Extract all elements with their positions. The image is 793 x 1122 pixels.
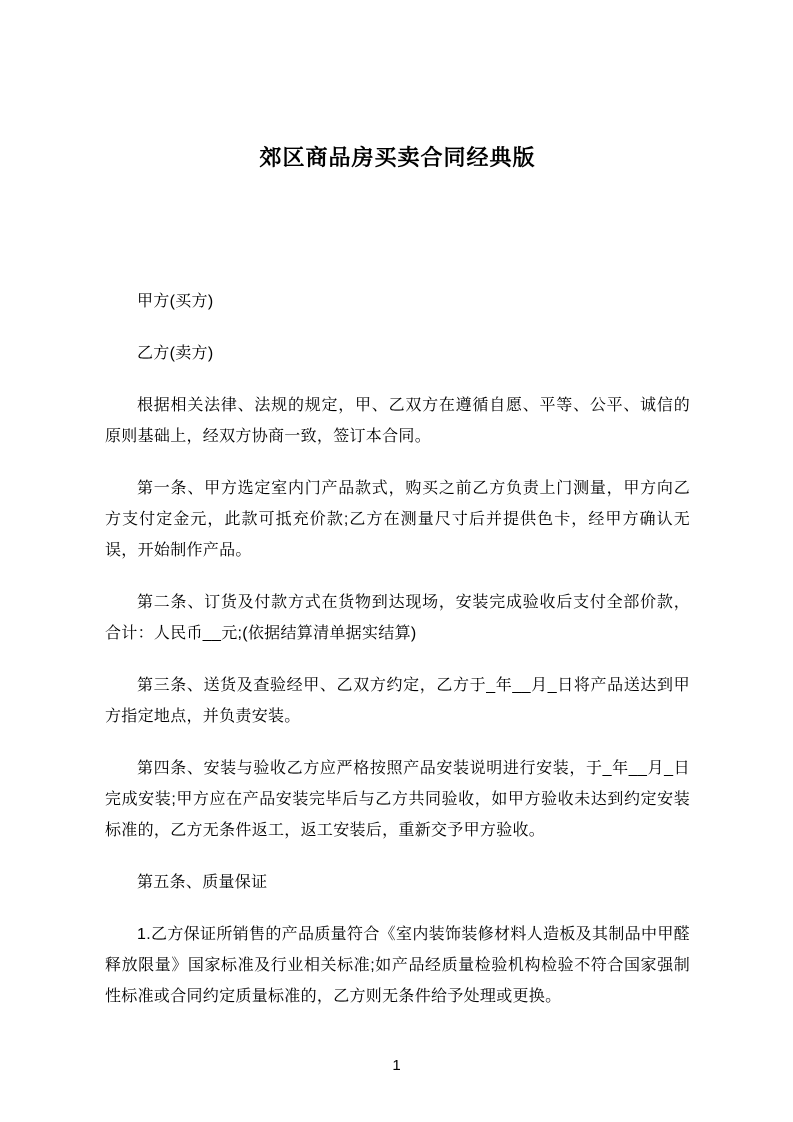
page-number: 1 <box>392 1057 401 1074</box>
paragraph-clause-1: 第一条、甲方选定室内门产品款式，购买之前乙方负责上门测量，甲方向乙方支付定金元，此款可抵充价款;乙方在测量尺寸后并提供色卡，经甲方确认无误，开始制作产品。 <box>105 480 690 559</box>
paragraph-party-a: 甲方(买方) <box>137 293 214 310</box>
paragraph-preamble: 根据相关法律、法规的规定，甲、乙双方在遵循自愿、平等、公平、诚信的原则基础上，经双方协商一致，签订本合同。 <box>105 397 690 445</box>
paragraph-clause-5-item-1: 1.乙方保证所销售的产品质量符合《室内装饰装修材料人造板及其制品中甲醛释放限量》国家标准及行业相关标准;如产品经质量检验机构检验不符合国家强制性标准或合同约定质量标准的，乙方则无条件给予处理或更换。 <box>105 926 690 1005</box>
paragraph-party-b: 乙方(卖方) <box>137 345 214 362</box>
paragraph-clause-2: 第二条、订货及付款方式在货物到达现场，安装完成验收后支付全部价款，合计：人民币__元;(依据结算清单据实结算) <box>105 594 690 642</box>
paragraph-clause-4: 第四条、安装与验收乙方应严格按照产品安装说明进行安装，于_年__月_日完成安装;甲方应在产品安装完毕后与乙方共同验收，如甲方验收未达到约定安装标准的，乙方无条件返工，返工安装后，重新交予甲方验收。 <box>105 760 690 839</box>
paragraph-clause-3: 第三条、送货及查验经甲、乙双方约定，乙方于_年__月_日将产品送达到甲方指定地点，并负责安装。 <box>105 677 690 725</box>
document-body <box>105 286 690 1012</box>
document-title: 郊区商品房买卖合同经典版 <box>259 145 536 170</box>
paragraph-clause-5-heading: 第五条、质量保证 <box>137 874 268 891</box>
